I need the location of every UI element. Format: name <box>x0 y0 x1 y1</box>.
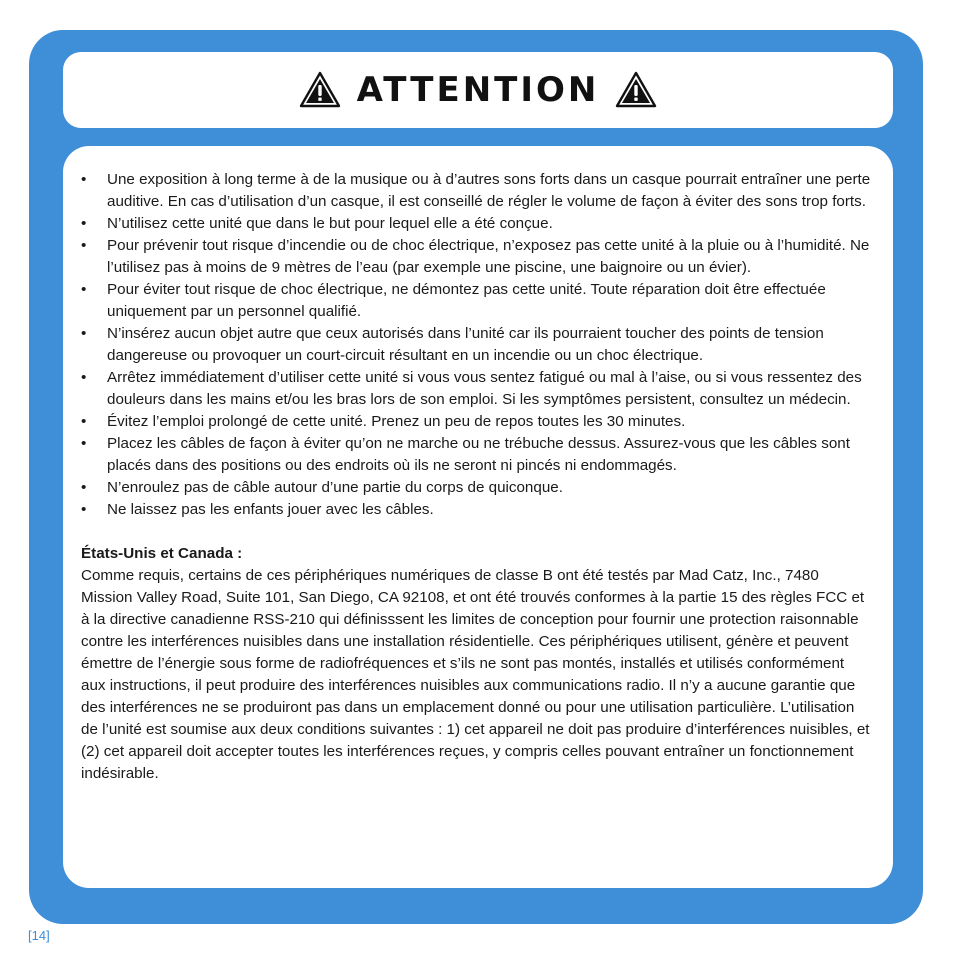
list-item-text: Arrêtez immédiatement d’utiliser cette unité si vous vous sentez fatigué ou mal à l’aise, ou si vous ressentez des douleurs dans les mains et/ou les bras lors de son emploi. Si les symptômes persistent, consultez un médecin. <box>107 369 862 408</box>
bullet-marker: • <box>81 237 87 254</box>
list-item <box>81 477 871 499</box>
list-item-text: Pour éviter tout risque de choc électrique, ne démontez pas cette unité. Toute réparation doit être effectuée uniquement par un personnel qualifié. <box>107 281 826 320</box>
warning-triangle-icon <box>299 71 341 109</box>
page-number: [14] <box>28 928 50 943</box>
list-item <box>81 367 871 411</box>
list-item-text: Pour prévenir tout risque d’incendie ou de choc électrique, n’exposez pas cette unité à la pluie ou à l’humidité. Ne l’utilisez pas à moins de 9 mètres de l’eau (par exemple une piscine, une baignoire ou un évier). <box>107 237 870 276</box>
list-item-text: N’utilisez cette unité que dans le but pour lequel elle a été conçue. <box>107 215 553 232</box>
list-item <box>81 323 871 367</box>
bullet-marker: • <box>81 435 87 452</box>
list-item-text: N’insérez aucun objet autre que ceux autorisés dans l’unité car ils pourraient toucher des points de tension dangereuse ou provoquer un court-circuit résultant en un incendie ou un choc électrique. <box>107 325 824 364</box>
bullet-marker: • <box>81 325 87 342</box>
list-item-text: Ne laissez pas les enfants jouer avec les câbles. <box>107 501 434 518</box>
list-item-text: N’enroulez pas de câble autour d’une partie du corps de quiconque. <box>107 479 563 496</box>
section-paragraph: Comme requis, certains de ces périphériques numériques de classe B ont été testés par Mad Catz, Inc., 7480 Mission Valley Road, Suite 101, San Diego, CA 92108, et ont été trouvés conformes à la partie 15 des règles FCC et à la directive canadienne RSS-210 qui définisssent les limites de conception pour fournir une protection raisonnable contre les interférences nuisibles dans une installation résidentielle. Ces périphériques utilisent, génère et peuvent émettre de l’énergie sous forme de radiofréquences et s’ils ne sont pas montés, installés et utilisés conformément aux instructions, il peut produire des interférences nuisibles aux communications radio. Il n’y a aucune garantie que des interférences ne se produiront pas dans un emplacement donné ou pour une utilisation particulière. L’utilisation de l’unité est soumise aux deux conditions suivantes : 1) cet appareil ne doit pas produire d’interférences nuisibles, et (2) cet appareil doit accepter toutes les interférences reçues, y compris celles pouvant entraîner un fonctionnement indésirable. <box>81 567 870 782</box>
bullet-marker: • <box>81 479 87 496</box>
bullet-marker: • <box>81 171 87 188</box>
list-item-text: Évitez l’emploi prolongé de cette unité. Prenez un peu de repos toutes les 30 minutes. <box>107 413 686 430</box>
content-body <box>81 169 871 785</box>
list-item <box>81 433 871 477</box>
list-item-text: Une exposition à long terme à de la musique ou à d’autres sons forts dans un casque pourrait entraîner une perte auditive. En cas d’utilisation d’un casque, il est conseillé de régler le volume de façon à éviter des sons trop forts. <box>107 171 871 210</box>
list-item <box>81 213 871 235</box>
page-title: ATTENTION <box>356 70 600 110</box>
bullet-marker: • <box>81 369 87 386</box>
bullet-marker: • <box>81 413 87 430</box>
section-heading: États-Unis et Canada : <box>81 545 243 562</box>
warning-list <box>81 169 871 521</box>
list-item <box>81 411 871 433</box>
bullet-marker: • <box>81 215 87 232</box>
warning-triangle-icon <box>615 71 657 109</box>
attention-banner <box>63 52 893 128</box>
bullet-marker: • <box>81 501 87 518</box>
list-item <box>81 279 871 323</box>
list-item <box>81 169 871 213</box>
list-item-text: Placez les câbles de façon à éviter qu’on ne marche ou ne trébuche dessus. Assurez-vous que les câbles sont placés dans des positions ou des endroits où ils ne seront ni pincés ni endommagés. <box>107 435 850 474</box>
list-item <box>81 235 871 279</box>
list-item <box>81 499 871 521</box>
bullet-marker: • <box>81 281 87 298</box>
content-panel <box>63 146 893 888</box>
